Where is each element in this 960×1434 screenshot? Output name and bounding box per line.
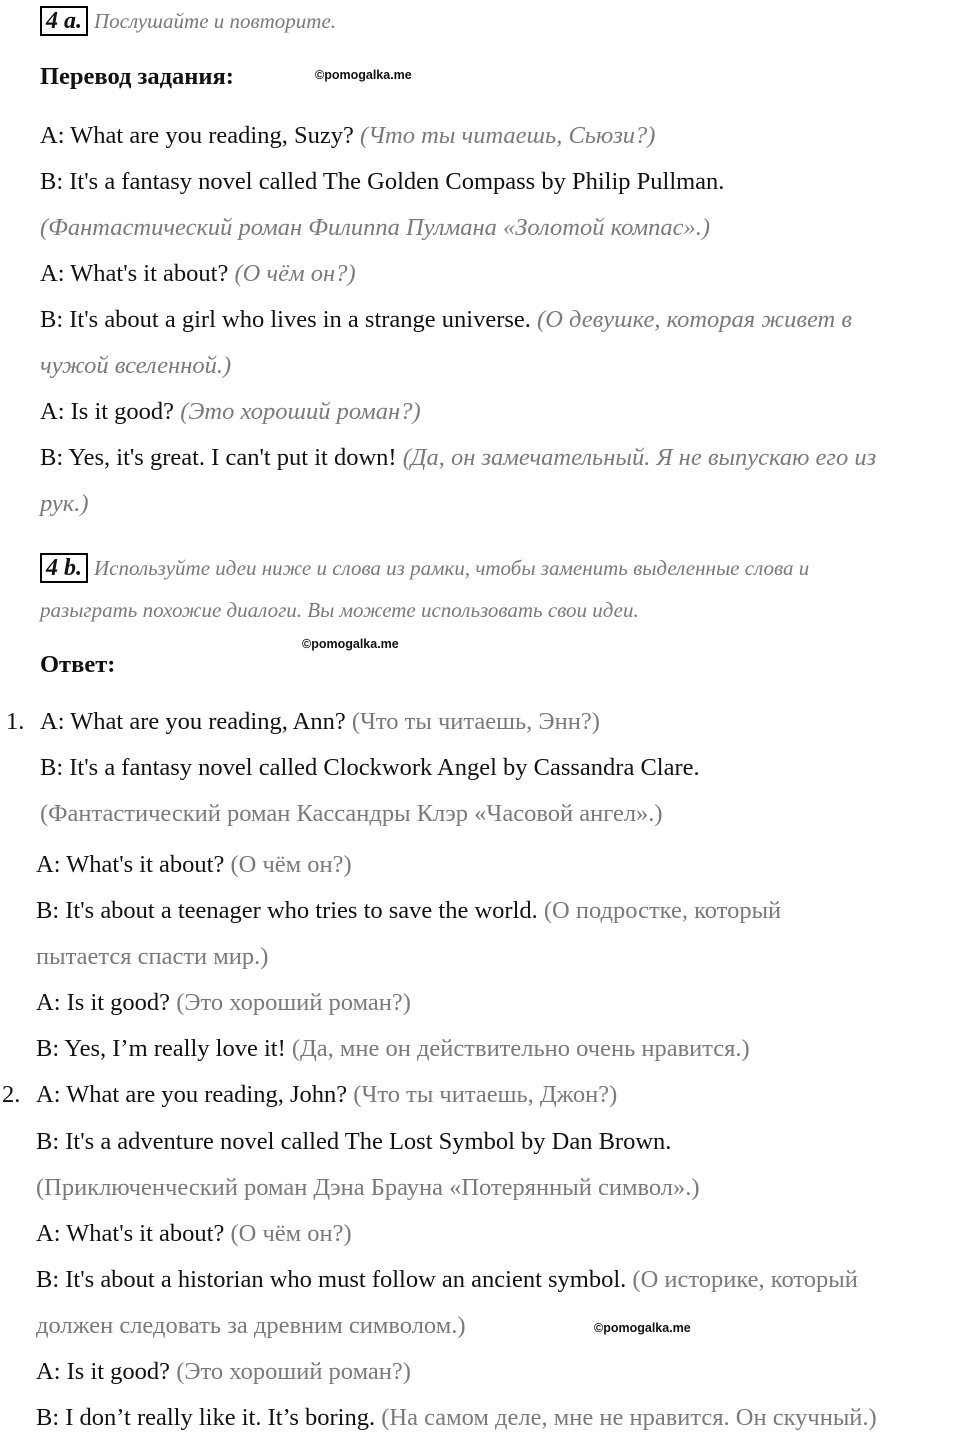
dialogue-a-line: чужой вселенной.) bbox=[40, 352, 232, 379]
task-4b-instruction-2: разыграть похожие диалоги. Вы можете использовать свои идеи. bbox=[40, 598, 639, 622]
answer-1-number: 1. bbox=[6, 708, 25, 735]
answer-1-line: A: What are you reading, Ann? (Что ты читаешь, Энн?) bbox=[40, 708, 600, 735]
task-4b-header bbox=[40, 553, 809, 583]
answer-1-line: пытается спасти мир.) bbox=[36, 943, 269, 970]
answer-2-line: A: Is it good? (Это хороший роман?) bbox=[36, 1358, 411, 1385]
task-4a-instruction: Послушайте и повторите. bbox=[94, 9, 337, 33]
dialogue-a-line: B: Yes, it's great. I can't put it down! (Да, он замечательный. Я не выпускаю его из bbox=[40, 444, 877, 471]
translation-heading: Перевод задания: bbox=[40, 63, 234, 90]
watermark-3: ©pomogalka.me bbox=[594, 1321, 691, 1335]
dialogue-a-line: рук.) bbox=[40, 490, 89, 517]
answer-2-line: B: I don’t really like it. It’s boring. (На самом деле, мне не нравится. Он скучный.) bbox=[36, 1404, 877, 1431]
answer-heading: Ответ: bbox=[40, 651, 116, 678]
dialogue-a-line: A: What are you reading, Suzy? (Что ты читаешь, Сьюзи?) bbox=[40, 122, 656, 149]
answer-2-line: A: What are you reading, John? (Что ты читаешь, Джон?) bbox=[36, 1081, 618, 1108]
answer-2-line: B: It's about a historian who must follow an ancient symbol. (О историке, который bbox=[36, 1266, 858, 1293]
answer-1-line: A: What's it about? (О чём он?) bbox=[36, 851, 352, 878]
answer-1-line: (Фантастический роман Кассандры Клэр «Часовой ангел».) bbox=[40, 800, 663, 827]
task-4a-label: 4 a. bbox=[40, 6, 88, 36]
dialogue-a-line: B: It's a fantasy novel called The Golden Compass by Philip Pullman. bbox=[40, 168, 725, 195]
watermark-1: ©pomogalka.me bbox=[315, 68, 412, 82]
dialogue-a-line: (Фантастический роман Филиппа Пулмана «Золотой компас».) bbox=[40, 214, 710, 241]
answer-2-line: B: It's a adventure novel called The Lost Symbol by Dan Brown. bbox=[36, 1128, 672, 1155]
task-4b-label: 4 b. bbox=[40, 553, 88, 583]
answer-2-line: должен следовать за древним символом.) bbox=[36, 1312, 466, 1339]
dialogue-a-line: A: Is it good? (Это хороший роман?) bbox=[40, 398, 421, 425]
answer-1-line: B: It's a fantasy novel called Clockwork Angel by Cassandra Clare. bbox=[40, 754, 700, 781]
task-4b-instruction-1: Используйте идеи ниже и слова из рамки, чтобы заменить выделенные слова и bbox=[94, 556, 810, 580]
answer-1-line: B: Yes, I’m really love it! (Да, мне он действительно очень нравится.) bbox=[36, 1035, 750, 1062]
answer-1-line: A: Is it good? (Это хороший роман?) bbox=[36, 989, 411, 1016]
task-4a-header bbox=[40, 6, 336, 36]
answer-2-number: 2. bbox=[2, 1081, 21, 1108]
answer-2-line: (Приключенческий роман Дэна Брауна «Потерянный символ».) bbox=[36, 1174, 700, 1201]
dialogue-a-line: A: What's it about? (О чём он?) bbox=[40, 260, 356, 287]
answer-1-line: B: It's about a teenager who tries to save the world. (О подростке, который bbox=[36, 897, 782, 924]
dialogue-a-line: B: It's about a girl who lives in a strange universe. (О девушке, которая живет в bbox=[40, 306, 852, 333]
watermark-2: ©pomogalka.me bbox=[302, 637, 399, 651]
answer-2-line: A: What's it about? (О чём он?) bbox=[36, 1220, 352, 1247]
